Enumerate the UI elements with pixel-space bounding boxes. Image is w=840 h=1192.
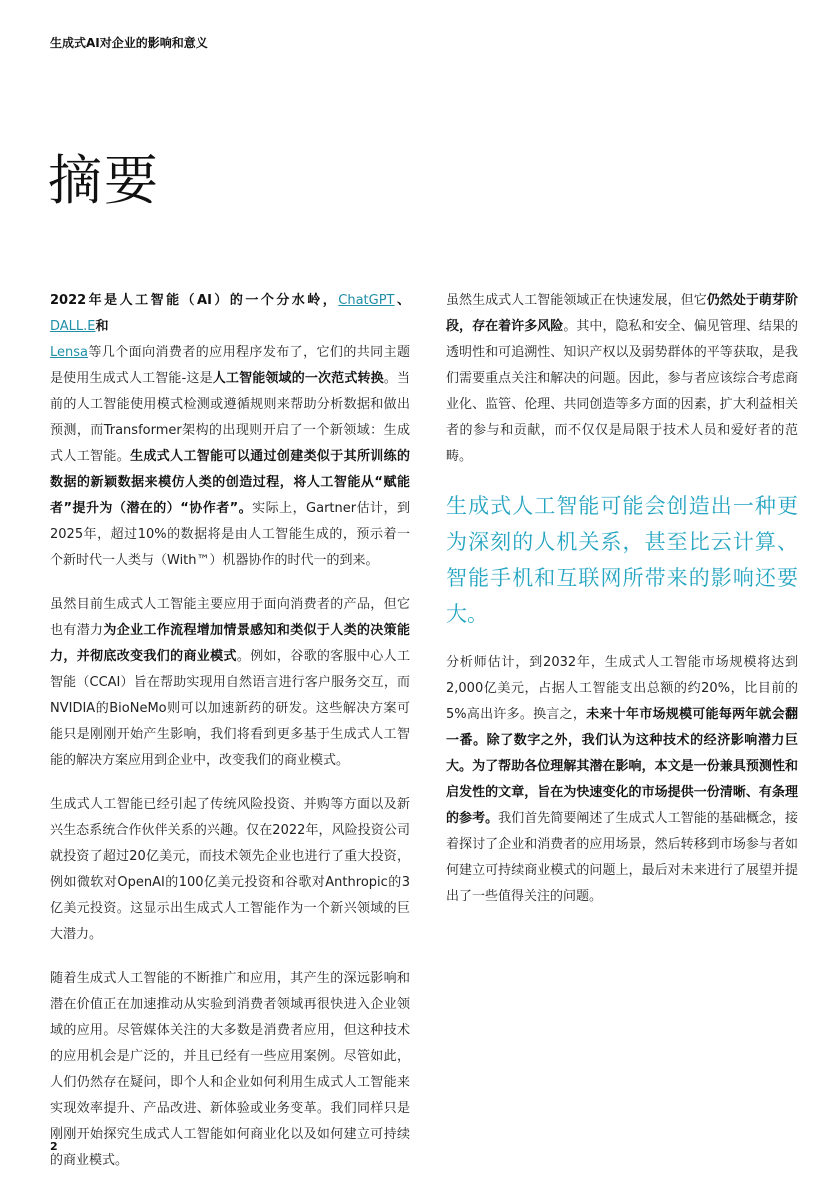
paragraph-enterprise — [50, 592, 410, 774]
left-column — [50, 288, 410, 1192]
text: 。例如，谷歌的客服中心人工智能（CCAI）旨在帮助实现用自然语言进行客户服务交互，而NVIDIA的BioNeMo则可以加速新药的研发。这些解决方案可能只是刚刚开始产生影响，我们将看到更多基于生成式人工智能的解决方案应用到企业中，改变我们的商业模式。 — [50, 649, 410, 768]
paragraph-risks — [446, 288, 798, 470]
paragraph-intro — [50, 288, 410, 574]
bold-text: 未来十年市场规模可能每两年就会翻一番。除了数字之外，我们认为这种技术的经济影响潜力巨大。为了帮助各位理解其潜在影响，本文是一份兼具预测性和启发性的文章，旨在为快速变化的市场提供一份清晰、有条理的参考。 — [446, 707, 798, 826]
text: 实际上，Gartner估计，到2025年，超过10%的数据将是由人工智能生成的，预示着一个新时代一人类与（With™）机器协作的时代一的到来。 — [50, 501, 410, 568]
text: 。当前的人工智能使用模式检测或遵循规则来帮助分析数据和做出预测，而Transformer架构的出现则开启了一个新领域：生成式人工智能。 — [50, 371, 410, 464]
bold-text: 生成式人工智能可以通过创建类似于其所训练的数据的新颖数据来模仿人类的创造过程，将人工智能从“赋能者”提升为（潜在的）“协作者”。 — [50, 449, 410, 516]
page-number: 2 — [50, 1140, 58, 1153]
text: 。其中，隐私和安全、偏见管理、结果的透明性和可追溯性、知识产权以及弱势群体的平等获取，是我们需要重点关注和解决的问题。因此，参与者应该综合考虑商业化、监管、伦理、共同创造等多方面的因素，扩大利益相关者的参与和贡献，而不仅仅是局限于技术人员和爱好者的范畴。 — [446, 319, 798, 464]
bold-text: 为企业工作流程增加情景感知和类似于人类的决策能力，并彻底改变我们的商业模式 — [50, 623, 410, 664]
lensa-link[interactable]: Lensa — [50, 345, 88, 360]
page-title: 摘要 — [48, 149, 160, 212]
separator: 、 — [394, 293, 410, 308]
pull-quote: 生成式人工智能可能会创造出一种更为深刻的人机关系，甚至比云计算、智能手机和互联网所带来的影响还要大。 — [446, 494, 798, 626]
text: 虽然目前生成式人工智能主要应用于面向消费者的产品，但它也有潜力 — [50, 597, 410, 638]
text: 我们首先简要阐述了生成式人工智能的基础概念，接着探讨了企业和消费者的应用场景，然后转移到市场参与者如何建立可持续商业模式的问题上，最后对未来进行了展望并提出了一些值得关注的问题。 — [446, 811, 798, 904]
paragraph-investment: 生成式人工智能已经引起了传统风险投资、并购等方面以及新兴生态系统合作伙伴关系的兴趣。仅在2022年，风险投资公司就投资了超过20亿美元，而技术领先企业也进行了重大投资，例如微软对OpenAI的100亿美元投资和谷歌对Anthropic的3亿美元投资。这显示出生成式人工智能作为一个新兴领域的巨大潜力。 — [50, 797, 410, 942]
running-header: 生成式AI对企业的影响和意义 — [50, 36, 208, 50]
text: 等几个面向消费者的应用程序发布了，它们的共同主题是使用生成式人工智能-这是 — [50, 345, 410, 386]
dalle-link[interactable]: DALL.E — [50, 319, 96, 334]
bold-text: 人工智能领域的一次范式转换 — [212, 371, 384, 386]
conjunction: 和 — [95, 319, 109, 334]
chatgpt-link[interactable]: ChatGPT — [338, 293, 395, 308]
bold-text: 仍然处于萌芽阶段，存在着许多风险 — [446, 293, 798, 334]
intro-lead: 2022年是人工智能（AI）的一个分水岭， — [50, 293, 339, 308]
text: 虽然生成式人工智能领域正在快速发展，但它 — [446, 293, 707, 308]
paragraph-adoption: 随着生成式人工智能的不断推广和应用，其产生的深远影响和潜在价值正在加速推动从实验到消费者领域再很快进入企业领域的应用。尽管媒体关注的大多数是消费者应用，但这种技术的应用机会是广泛的，并且已经有一些应用案例。尽管如此，人们仍然存在疑问，即个人和企业如何利用生成式人工智能来实现效率提升、产品改进、新体验或业务变革。我们同样只是刚刚开始探究生成式人工智能如何商业化以及如何建立可持续的商业模式。 — [50, 971, 410, 1168]
paragraph-market — [446, 650, 798, 910]
right-column — [446, 288, 798, 928]
text: 分析师估计，到2032年，生成式人工智能市场规模将达到2,000亿美元，占据人工智能支出总额的约20%，比目前的5%高出许多。换言之， — [446, 655, 798, 722]
